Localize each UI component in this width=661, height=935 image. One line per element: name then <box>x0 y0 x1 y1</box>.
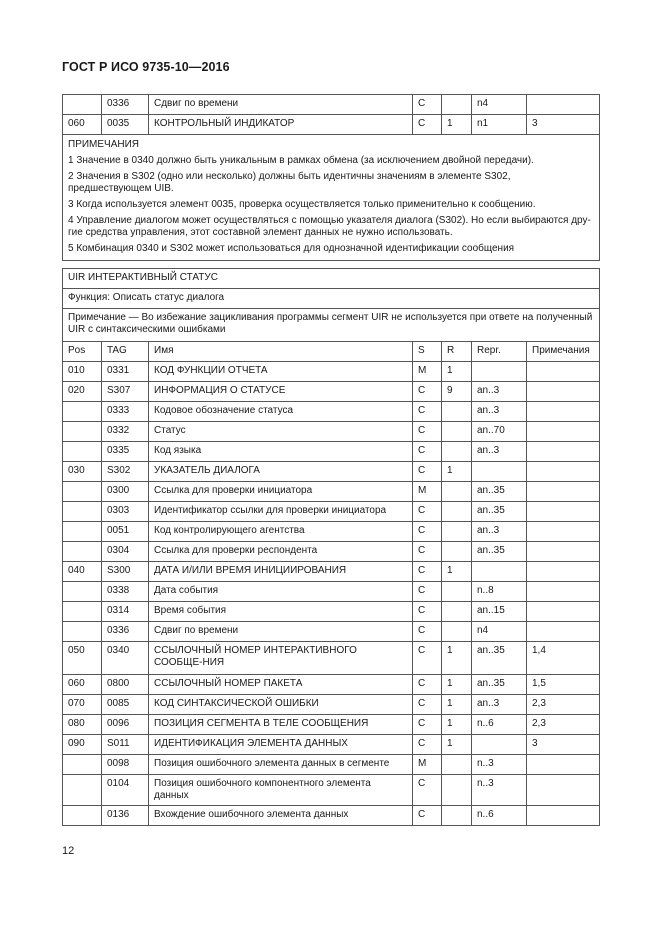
table-cell <box>442 502 472 522</box>
table-cell: 0096 <box>102 715 149 735</box>
table-row <box>63 482 600 502</box>
table-cell: 1 <box>442 715 472 735</box>
table-cell: an..35 <box>472 482 527 502</box>
table-cell: КОНТРОЛЬНЫЙ ИНДИКАТОР <box>149 115 413 135</box>
table-cell <box>527 542 600 562</box>
table-cell: C <box>413 675 442 695</box>
table-cell: 0338 <box>102 582 149 602</box>
table-cell: 0340 <box>102 642 149 675</box>
table-cell <box>472 462 527 482</box>
table-cell: 1 <box>442 562 472 582</box>
table-cell: 0304 <box>102 542 149 562</box>
table-cell <box>527 482 600 502</box>
table-cell: Сдвиг по времени <box>149 622 413 642</box>
table-cell: C <box>413 462 442 482</box>
segment-table <box>62 268 600 826</box>
table-cell: M <box>413 362 442 382</box>
table-cell <box>527 402 600 422</box>
page-number: 12 <box>62 845 75 857</box>
table-cell <box>63 442 102 462</box>
table-cell <box>63 422 102 442</box>
table-cell: an..3 <box>472 382 527 402</box>
table-cell: 070 <box>63 695 102 715</box>
table-cell: 060 <box>63 675 102 695</box>
table-cell: C <box>413 115 442 135</box>
table-row <box>63 95 600 115</box>
table-cell: C <box>413 522 442 542</box>
table-cell: 1,5 <box>527 675 600 695</box>
table-cell: Вхождение ошибочного элемента данных <box>149 806 413 826</box>
table-cell: 020 <box>63 382 102 402</box>
table-cell: n..3 <box>472 755 527 775</box>
table-cell: 3 <box>527 115 600 135</box>
table-row <box>63 622 600 642</box>
table-cell: 1 <box>442 735 472 755</box>
table-row <box>63 695 600 715</box>
table-cell: C <box>413 775 442 806</box>
table-cell: an..3 <box>472 522 527 542</box>
table-cell: C <box>413 806 442 826</box>
table-cell <box>527 502 600 522</box>
table-cell: C <box>413 402 442 422</box>
table-cell: Ссылка для проверки инициатора <box>149 482 413 502</box>
table-cell: an..35 <box>472 502 527 522</box>
table-cell: 050 <box>63 642 102 675</box>
table-row <box>63 362 600 382</box>
table-row <box>63 775 600 806</box>
table-cell: C <box>413 382 442 402</box>
table-cell: an..3 <box>472 695 527 715</box>
table-cell: an..35 <box>472 642 527 675</box>
segment-note: Примечание — Во избежание зацикливания программы сегмент UIR не используется при ответе на полученный UIR с синтаксическими ошибками <box>63 309 600 342</box>
table-cell: 1 <box>442 462 472 482</box>
table-cell: 040 <box>63 562 102 582</box>
table-cell: Статус <box>149 422 413 442</box>
table-cell <box>527 775 600 806</box>
column-header: S <box>413 342 442 362</box>
table-cell: 0136 <box>102 806 149 826</box>
table-cell <box>63 622 102 642</box>
table-cell: Идентификатор ссылки для проверки инициатора <box>149 502 413 522</box>
top-table <box>62 94 600 261</box>
table-cell: ПОЗИЦИЯ СЕГМЕНТА В ТЕЛЕ СООБЩЕНИЯ <box>149 715 413 735</box>
table-cell: n..8 <box>472 582 527 602</box>
table-cell <box>527 462 600 482</box>
table-row <box>63 602 600 622</box>
table-cell: 0314 <box>102 602 149 622</box>
table-cell <box>527 602 600 622</box>
table-cell: n1 <box>472 115 527 135</box>
table-cell <box>442 522 472 542</box>
table-cell: an..35 <box>472 542 527 562</box>
table-cell: 080 <box>63 715 102 735</box>
note-item: 3 Когда используется элемент 0035, проверка осуществляется только применительно к сообщению. <box>68 199 536 210</box>
table-cell: C <box>413 422 442 442</box>
table-cell: C <box>413 695 442 715</box>
table-cell: M <box>413 755 442 775</box>
table-cell <box>442 622 472 642</box>
table-cell: 0300 <box>102 482 149 502</box>
table-cell: C <box>413 735 442 755</box>
table-cell <box>527 582 600 602</box>
table-cell <box>527 362 600 382</box>
table-cell: C <box>413 542 442 562</box>
table-cell <box>472 562 527 582</box>
table-cell: 2,3 <box>527 695 600 715</box>
table-row <box>63 542 600 562</box>
table-cell: C <box>413 582 442 602</box>
table-cell: C <box>413 442 442 462</box>
table-cell <box>63 502 102 522</box>
table-row <box>63 642 600 675</box>
table-cell <box>442 422 472 442</box>
table-cell: 9 <box>442 382 472 402</box>
table-cell: ИНФОРМАЦИЯ О СТАТУСЕ <box>149 382 413 402</box>
table-cell: УКАЗАТЕЛЬ ДИАЛОГА <box>149 462 413 482</box>
table-cell: 0104 <box>102 775 149 806</box>
table-row <box>63 402 600 422</box>
table-cell <box>63 402 102 422</box>
table-cell: S011 <box>102 735 149 755</box>
table-row <box>63 422 600 442</box>
table-cell <box>442 442 472 462</box>
table-row <box>63 715 600 735</box>
document-header: ГОСТ Р ИСО 9735-10—2016 <box>62 60 230 74</box>
table-cell: Ссылка для проверки респондента <box>149 542 413 562</box>
table-row <box>63 502 600 522</box>
table-cell: 1,4 <box>527 642 600 675</box>
note-item: 1 Значение в 0340 должно быть уникальным в рамках обмена (за исключением двойной передачи). <box>68 155 534 166</box>
table-cell: 0335 <box>102 442 149 462</box>
table-cell <box>527 522 600 542</box>
table-cell: Дата события <box>149 582 413 602</box>
table-cell <box>63 542 102 562</box>
table-cell: 060 <box>63 115 102 135</box>
table-row <box>63 115 600 135</box>
table-cell: 0336 <box>102 95 149 115</box>
table-cell <box>442 602 472 622</box>
table-cell: 0800 <box>102 675 149 695</box>
note-item: 2 Значения в S302 (одно или несколько) должны быть идентичны значениям в элементе S302, предшествующем UIB. <box>68 171 511 194</box>
table-cell: 090 <box>63 735 102 755</box>
table-row <box>63 442 600 462</box>
table-cell: n..6 <box>472 715 527 735</box>
table-cell: 0098 <box>102 755 149 775</box>
table-cell <box>527 422 600 442</box>
table-cell: 1 <box>442 695 472 715</box>
table-cell: C <box>413 95 442 115</box>
table-cell <box>527 622 600 642</box>
table-cell: ССЫЛОЧНЫЙ НОМЕР ИНТЕРАКТИВНОГО СООБЩЕ-НИЯ <box>149 642 413 675</box>
table-cell: S307 <box>102 382 149 402</box>
table-cell: an..3 <box>472 442 527 462</box>
table-row <box>63 806 600 826</box>
table-cell: C <box>413 562 442 582</box>
table-row <box>63 755 600 775</box>
table-cell: an..15 <box>472 602 527 622</box>
table-cell: ИДЕНТИФИКАЦИЯ ЭЛЕМЕНТА ДАННЫХ <box>149 735 413 755</box>
table-cell: 3 <box>527 735 600 755</box>
table-cell <box>63 602 102 622</box>
table-cell: 0303 <box>102 502 149 522</box>
segment-title: UIR ИНТЕРАКТИВНЫЙ СТАТУС <box>63 269 600 289</box>
table-cell: n..3 <box>472 775 527 806</box>
table-row <box>63 735 600 755</box>
table-cell <box>442 582 472 602</box>
table-cell: an..3 <box>472 402 527 422</box>
table-cell: 1 <box>442 115 472 135</box>
table-cell: 0332 <box>102 422 149 442</box>
table-cell: n..6 <box>472 806 527 826</box>
table-cell: 1 <box>442 675 472 695</box>
table-cell: C <box>413 622 442 642</box>
table-cell <box>527 442 600 462</box>
table-row <box>63 582 600 602</box>
table-cell: C <box>413 715 442 735</box>
table-row <box>63 675 600 695</box>
table-cell: n4 <box>472 95 527 115</box>
table-row <box>63 382 600 402</box>
table-cell: an..70 <box>472 422 527 442</box>
table-cell <box>442 755 472 775</box>
table-cell: 030 <box>63 462 102 482</box>
table-cell <box>442 482 472 502</box>
column-header: Repr. <box>472 342 527 362</box>
table-cell: C <box>413 502 442 522</box>
table-cell <box>527 562 600 582</box>
table-cell: an..35 <box>472 675 527 695</box>
note-item: 5 Комбинация 0340 и S302 может использоваться для однозначной идентификации сообщения <box>68 243 515 254</box>
table-cell: 0051 <box>102 522 149 542</box>
table-cell: Позиция ошибочного компонентного элемента данных <box>149 775 413 806</box>
table-cell <box>63 775 102 806</box>
table-row <box>63 462 600 482</box>
table-cell: 0336 <box>102 622 149 642</box>
table-cell: Сдвиг по времени <box>149 95 413 115</box>
table-cell <box>527 755 600 775</box>
table-cell <box>442 775 472 806</box>
table-cell: 0035 <box>102 115 149 135</box>
table-cell: Время события <box>149 602 413 622</box>
table-cell: ССЫЛОЧНЫЙ НОМЕР ПАКЕТА <box>149 675 413 695</box>
table-cell: 010 <box>63 362 102 382</box>
column-header: Имя <box>149 342 413 362</box>
table-cell: Код контролирующего агентства <box>149 522 413 542</box>
table-cell <box>442 402 472 422</box>
table-cell <box>527 382 600 402</box>
notes-cell <box>63 135 600 261</box>
table-cell: Кодовое обозначение статуса <box>149 402 413 422</box>
table-cell <box>527 95 600 115</box>
note-item: 4 Управление диалогом может осуществляться с помощью указателя диалога (S302). Но если выбираются дру-гие средства управления, этот составной элемент данных не нужно использовать. <box>68 215 591 238</box>
table-cell: S300 <box>102 562 149 582</box>
table-cell <box>527 806 600 826</box>
table-cell: 0085 <box>102 695 149 715</box>
segment-function: Функция: Описать статус диалога <box>63 289 600 309</box>
table-cell <box>63 806 102 826</box>
column-header: R <box>442 342 472 362</box>
table-cell <box>63 522 102 542</box>
table-cell: Позиция ошибочного элемента данных в сегменте <box>149 755 413 775</box>
table-row <box>63 522 600 542</box>
table-cell: КОД СИНТАКСИЧЕСКОЙ ОШИБКИ <box>149 695 413 715</box>
table-cell: S302 <box>102 462 149 482</box>
table-cell <box>442 806 472 826</box>
table-cell: ДАТА И/ИЛИ ВРЕМЯ ИНИЦИИРОВАНИЯ <box>149 562 413 582</box>
table-cell <box>472 362 527 382</box>
table-cell: n4 <box>472 622 527 642</box>
column-header: Примечания <box>527 342 600 362</box>
column-header: Pos <box>63 342 102 362</box>
table-cell: 1 <box>442 642 472 675</box>
table-cell: 0331 <box>102 362 149 382</box>
table-cell: КОД ФУНКЦИИ ОТЧЕТА <box>149 362 413 382</box>
table-cell: 2,3 <box>527 715 600 735</box>
table-row <box>63 562 600 582</box>
table-cell: 1 <box>442 362 472 382</box>
table-cell <box>472 735 527 755</box>
column-header: TAG <box>102 342 149 362</box>
table-cell: Код языка <box>149 442 413 462</box>
table-cell <box>63 582 102 602</box>
table-cell <box>442 542 472 562</box>
table-cell <box>63 755 102 775</box>
table-cell: C <box>413 642 442 675</box>
table-cell <box>442 95 472 115</box>
table-cell <box>63 95 102 115</box>
table-cell: M <box>413 482 442 502</box>
table-cell <box>63 482 102 502</box>
notes-title: ПРИМЕЧАНИЯ <box>68 139 140 150</box>
table-cell: 0333 <box>102 402 149 422</box>
table-cell: C <box>413 602 442 622</box>
